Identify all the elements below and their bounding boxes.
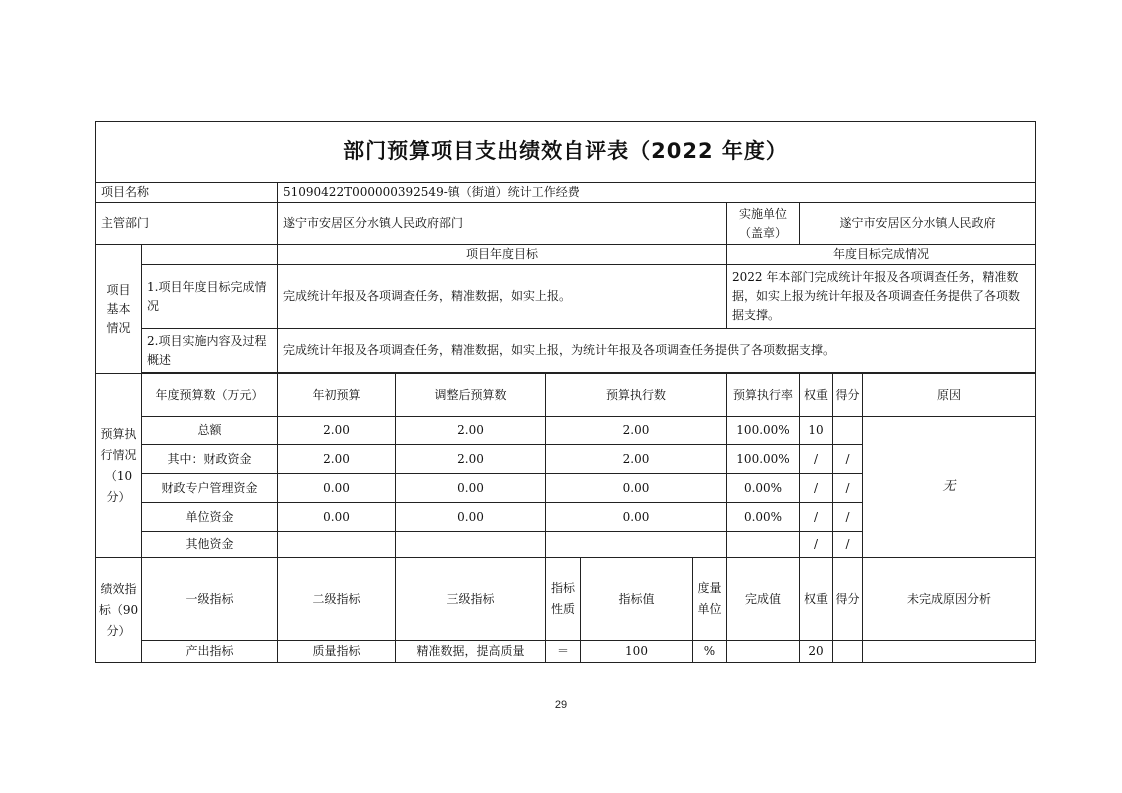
perf-row-score: [833, 641, 863, 663]
budget-row-adjusted: 2.00: [396, 417, 546, 445]
basic-section-label: 项目基本情况: [96, 245, 142, 374]
budget-row-label: 单位资金: [142, 503, 278, 532]
budget-row-label: 其他资金: [142, 532, 278, 558]
budget-row-executed: 2.00: [546, 417, 727, 445]
perf-header-nature: 指标性质: [546, 558, 581, 641]
budget-row-executed: 0.00: [546, 503, 727, 532]
budget-row-weight: /: [800, 445, 833, 474]
perf-row-value: 100: [581, 641, 693, 663]
budget-row-initial: 2.00: [278, 417, 396, 445]
perf-header-unit: 度量单位: [693, 558, 727, 641]
budget-row-label: 总额: [142, 417, 278, 445]
item2-content: 完成统计年报及各项调查任务，精准数据，如实上报，为统计年报及各项调查任务提供了各项数据支撑。: [278, 329, 1036, 373]
budget-header-rate: 预算执行率: [727, 374, 800, 417]
perf-header-level3: 三级指标: [396, 558, 546, 641]
performance-evaluation-table: [95, 121, 1036, 663]
budget-row-rate: 100.00%: [727, 445, 800, 474]
budget-row-weight: /: [800, 532, 833, 558]
perf-header-level2: 二级指标: [278, 558, 396, 641]
budget-header-executed: 预算执行数: [546, 374, 727, 417]
budget-reason: 无: [863, 417, 1036, 558]
budget-row-executed: 0.00: [546, 474, 727, 503]
budget-header-reason: 原因: [863, 374, 1036, 417]
budget-row-initial: 2.00: [278, 445, 396, 474]
budget-row-initial: 0.00: [278, 474, 396, 503]
budget-row-initial: [278, 532, 396, 558]
impl-label-line1: 实施单位: [738, 206, 787, 221]
budget-header-weight: 权重: [800, 374, 833, 417]
budget-row-rate: 0.00%: [727, 503, 800, 532]
budget-header-score: 得分: [833, 374, 863, 417]
perf-row-weight: 20: [800, 641, 833, 663]
perf-header-level1: 一级指标: [142, 558, 278, 641]
basic-blank-cell: [142, 245, 278, 265]
budget-row-label: 其中：财政资金: [142, 445, 278, 474]
perf-header-score: 得分: [833, 558, 863, 641]
goal-header: 项目年度目标: [278, 245, 727, 265]
completion-header: 年度目标完成情况: [727, 245, 1036, 265]
budget-row-weight: 10: [800, 417, 833, 445]
budget-header-annual: 年度预算数（万元）: [142, 374, 278, 417]
impl-unit-value: 遂宁市安居区分水镇人民政府: [800, 203, 1036, 245]
table-title: 部门预算项目支出绩效自评表（2022 年度）: [96, 122, 1036, 183]
budget-row-adjusted: 0.00: [396, 503, 546, 532]
perf-header-analysis: 未完成原因分析: [863, 558, 1036, 641]
perf-row-analysis: [863, 641, 1036, 663]
budget-row-score: /: [833, 532, 863, 558]
perf-row-level1: 产出指标: [142, 641, 278, 663]
page-number: 29: [554, 699, 568, 711]
dept-value: 遂宁市安居区分水镇人民政府部门: [278, 203, 727, 245]
budget-row-adjusted: 0.00: [396, 474, 546, 503]
budget-section-label: 预算执行情况（10分）: [96, 374, 142, 558]
budget-row-weight: /: [800, 503, 833, 532]
budget-row-rate: 100.00%: [727, 417, 800, 445]
perf-row-level3: 精准数据，提高质量: [396, 641, 546, 663]
budget-row-rate: 0.00%: [727, 474, 800, 503]
budget-row-adjusted: [396, 532, 546, 558]
budget-row-adjusted: 2.00: [396, 445, 546, 474]
budget-header-initial: 年初预算: [278, 374, 396, 417]
item1-completion: 2022 年本部门完成统计年报及各项调查任务，精准数据，如实上报为统计年报及各项调查任务提供了各项数据支撑。: [727, 265, 1036, 329]
budget-row-label: 财政专户管理资金: [142, 474, 278, 503]
budget-row-executed: [546, 532, 727, 558]
perf-row-unit: %: [693, 641, 727, 663]
project-name-value: 51090422T000000392549-镇（街道）统计工作经费: [278, 183, 1036, 203]
budget-row-initial: 0.00: [278, 503, 396, 532]
perf-row-completed: [727, 641, 800, 663]
budget-row-score: [833, 417, 863, 445]
dept-label: 主管部门: [96, 203, 278, 245]
budget-row-executed: 2.00: [546, 445, 727, 474]
perf-row-level2: 质量指标: [278, 641, 396, 663]
budget-row-rate: [727, 532, 800, 558]
budget-row-score: /: [833, 445, 863, 474]
impl-label-line2: （盖章）: [738, 225, 787, 240]
item1-goal: 完成统计年报及各项调查任务，精准数据，如实上报。: [278, 265, 727, 329]
perf-header-weight: 权重: [800, 558, 833, 641]
item1-label: 1.项目年度目标完成情况: [142, 265, 278, 329]
perf-section-label: 绩效指标（90分）: [96, 558, 142, 663]
perf-header-completed: 完成值: [727, 558, 800, 641]
perf-row-nature: ＝: [546, 641, 581, 663]
budget-row-score: /: [833, 503, 863, 532]
item2-label: 2.项目实施内容及过程概述: [142, 329, 278, 373]
impl-unit-label: [727, 203, 800, 245]
budget-row-weight: /: [800, 474, 833, 503]
budget-header-adjusted: 调整后预算数: [396, 374, 546, 417]
budget-row-score: /: [833, 474, 863, 503]
perf-header-value: 指标值: [581, 558, 693, 641]
project-name-label: 项目名称: [96, 183, 278, 203]
